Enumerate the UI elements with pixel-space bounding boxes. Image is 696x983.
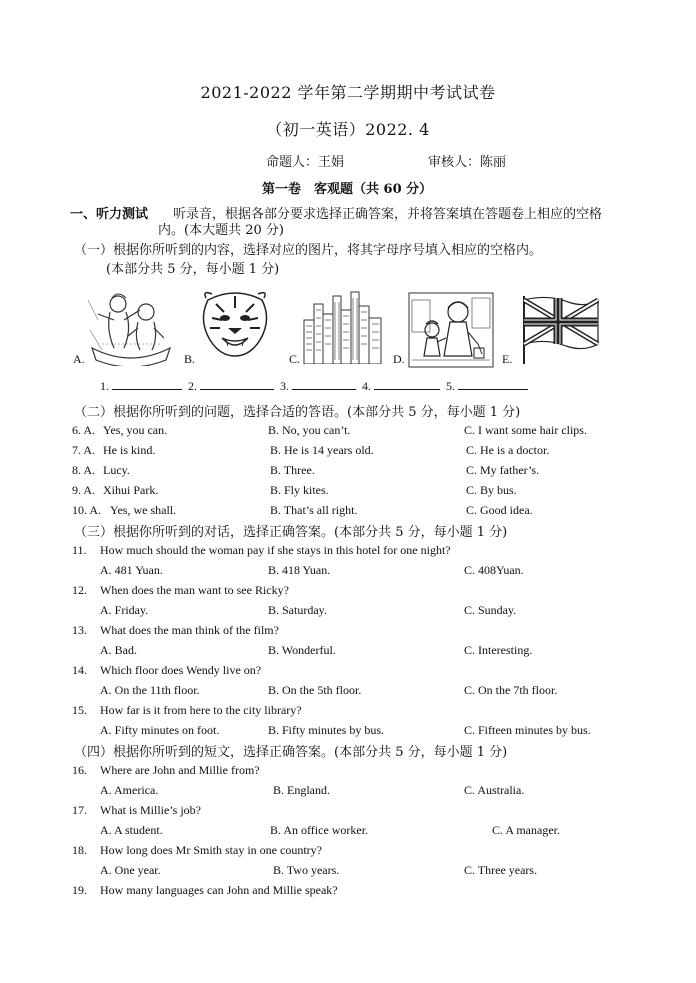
option-a: A. America. xyxy=(100,783,159,797)
option-c: C. A manager. xyxy=(492,823,560,837)
section-instruction-line1: 听录音，根据各部分要求选择正确答案，并将答案填在答题卷上相应的空格 xyxy=(173,207,603,222)
answer-blanks-row xyxy=(100,378,528,394)
setter-name: 命题人：王娟 xyxy=(266,155,345,170)
part1-scoring: (本部分共 5 分，每小题 1 分) xyxy=(106,262,280,277)
blank-label-1: 1. xyxy=(100,379,109,393)
option-c: C. Three years. xyxy=(464,863,538,877)
question-text: How far is it from here to the city library? xyxy=(100,703,302,717)
option-a: A. Bad. xyxy=(100,643,137,657)
answer-blank-3[interactable] xyxy=(292,378,356,390)
option-c: C. My father’s. xyxy=(466,463,540,477)
option-b: B. He is 14 years old. xyxy=(270,443,374,457)
answer-blank-1[interactable] xyxy=(112,378,182,390)
question-text: How many languages can John and Millie speak? xyxy=(100,883,338,897)
question-text: Where are John and Millie from? xyxy=(100,763,260,777)
option-b: B. On the 5th floor. xyxy=(268,683,362,697)
option-a: A. Fifty minutes on foot. xyxy=(100,723,220,737)
option-c: C. On the 7th floor. xyxy=(464,683,558,697)
option-a: Lucy. xyxy=(103,463,130,477)
picture-label-d: D. xyxy=(393,352,405,366)
option-b: B. England. xyxy=(273,783,330,797)
question-text: When does the man want to see Ricky? xyxy=(100,583,289,597)
question-number: 9. A. xyxy=(72,483,96,497)
option-c: C. Interesting. xyxy=(464,643,533,657)
option-a: A. On the 11th floor. xyxy=(100,683,200,697)
picture-label-b: B. xyxy=(184,352,196,366)
option-c: C. By bus. xyxy=(466,483,517,497)
option-c: C. 408Yuan. xyxy=(464,563,524,577)
option-b: B. Saturday. xyxy=(268,603,327,617)
option-b: B. Two years. xyxy=(273,863,340,877)
part2-heading: （二）根据你所听到的问题，选择合适的答语。(本部分共 5 分，每小题 1 分) xyxy=(74,405,521,420)
question-number: 6. A. xyxy=(72,423,96,437)
option-c: C. Good idea. xyxy=(466,503,533,517)
blank-label-4: 4. xyxy=(362,379,371,393)
option-b: B. An office worker. xyxy=(270,823,369,837)
option-b: B. Fly kites. xyxy=(270,483,329,497)
question-number: 16. xyxy=(72,763,87,777)
part1-heading: （一）根据你所听到的内容，选择对应的图片，将其字母序号填入相应的空格内。 xyxy=(74,243,543,258)
option-a: He is kind. xyxy=(103,443,156,457)
option-a: A. One year. xyxy=(100,863,161,877)
option-b: B. Wonderful. xyxy=(268,643,336,657)
blank-label-5: 5. xyxy=(446,379,455,393)
option-b: B. That’s all right. xyxy=(270,503,358,517)
option-a: A. A student. xyxy=(100,823,163,837)
picture-label-c: C. xyxy=(289,352,301,366)
option-a: Xihui Park. xyxy=(103,483,159,497)
singing-couple-icon xyxy=(88,290,174,366)
question-text: What is Millie’s job? xyxy=(100,803,201,817)
question-number: 19. xyxy=(72,883,87,897)
part3-heading: （三）根据你所听到的对话，选择正确答案。(本部分共 5 分，每小题 1 分) xyxy=(74,525,508,540)
question-number: 8. A. xyxy=(72,463,96,477)
option-a: Yes, you can. xyxy=(103,423,168,437)
question-number: 11. xyxy=(72,543,87,557)
reviewer-name: 审核人：陈丽 xyxy=(428,155,507,170)
question-number: 17. xyxy=(72,803,87,817)
answer-blank-2[interactable] xyxy=(200,378,274,390)
question-text: How long does Mr Smith stay in one country? xyxy=(100,843,322,857)
answer-blank-4[interactable] xyxy=(374,378,440,390)
exam-subtitle: （初一英语）2022. 4 xyxy=(266,120,430,139)
tiger-icon xyxy=(198,288,272,358)
option-c: C. Sunday. xyxy=(464,603,517,617)
option-c: C. Australia. xyxy=(464,783,525,797)
question-number: 18. xyxy=(72,843,87,857)
question-number: 13. xyxy=(72,623,87,637)
option-b: B. Fifty minutes by bus. xyxy=(268,723,385,737)
option-b: B. Three. xyxy=(270,463,315,477)
option-b: B. 418 Yuan. xyxy=(268,563,331,577)
picture-label-e: E. xyxy=(502,352,513,366)
question-number: 12. xyxy=(72,583,87,597)
section-heading: 一、听力测试 xyxy=(70,207,149,222)
picture-label-a: A. xyxy=(73,352,85,366)
option-c: C. Fifteen minutes by bus. xyxy=(464,723,591,737)
question-number: 14. xyxy=(72,663,87,677)
section-instruction-line2: 内。(本大题共 20 分) xyxy=(158,223,284,238)
question-number: 15. xyxy=(72,703,87,717)
option-a: A. Friday. xyxy=(100,603,149,617)
part4-heading: （四）根据你所听到的短文，选择正确答案。(本部分共 5 分，每小题 1 分) xyxy=(74,745,508,760)
option-c: C. I want some hair clips. xyxy=(464,423,587,437)
option-b: B. No, you can’t. xyxy=(268,423,351,437)
blank-label-2: 2. xyxy=(188,379,197,393)
question-number: 10. A. xyxy=(72,503,102,517)
answer-blank-5[interactable] xyxy=(458,378,528,390)
blank-label-3: 3. xyxy=(280,379,289,393)
option-c: C. He is a doctor. xyxy=(466,443,550,457)
uk-flag-icon xyxy=(518,292,602,366)
part-title: 第一卷 客观题（共 60 分） xyxy=(262,182,433,197)
exam-title: 2021-2022 学年第二学期期中考试试卷 xyxy=(200,83,496,102)
question-text: How much should the woman pay if she stays in this hotel for one night? xyxy=(100,543,451,557)
question-number: 7. A. xyxy=(72,443,96,457)
question-text: Which floor does Wendy live on? xyxy=(100,663,262,677)
question-text: What does the man think of the film? xyxy=(100,623,279,637)
mother-child-icon xyxy=(408,292,494,368)
option-a: A. 481 Yuan. xyxy=(100,563,163,577)
city-buildings-icon xyxy=(302,290,384,364)
option-a: Yes, we shall. xyxy=(110,503,177,517)
